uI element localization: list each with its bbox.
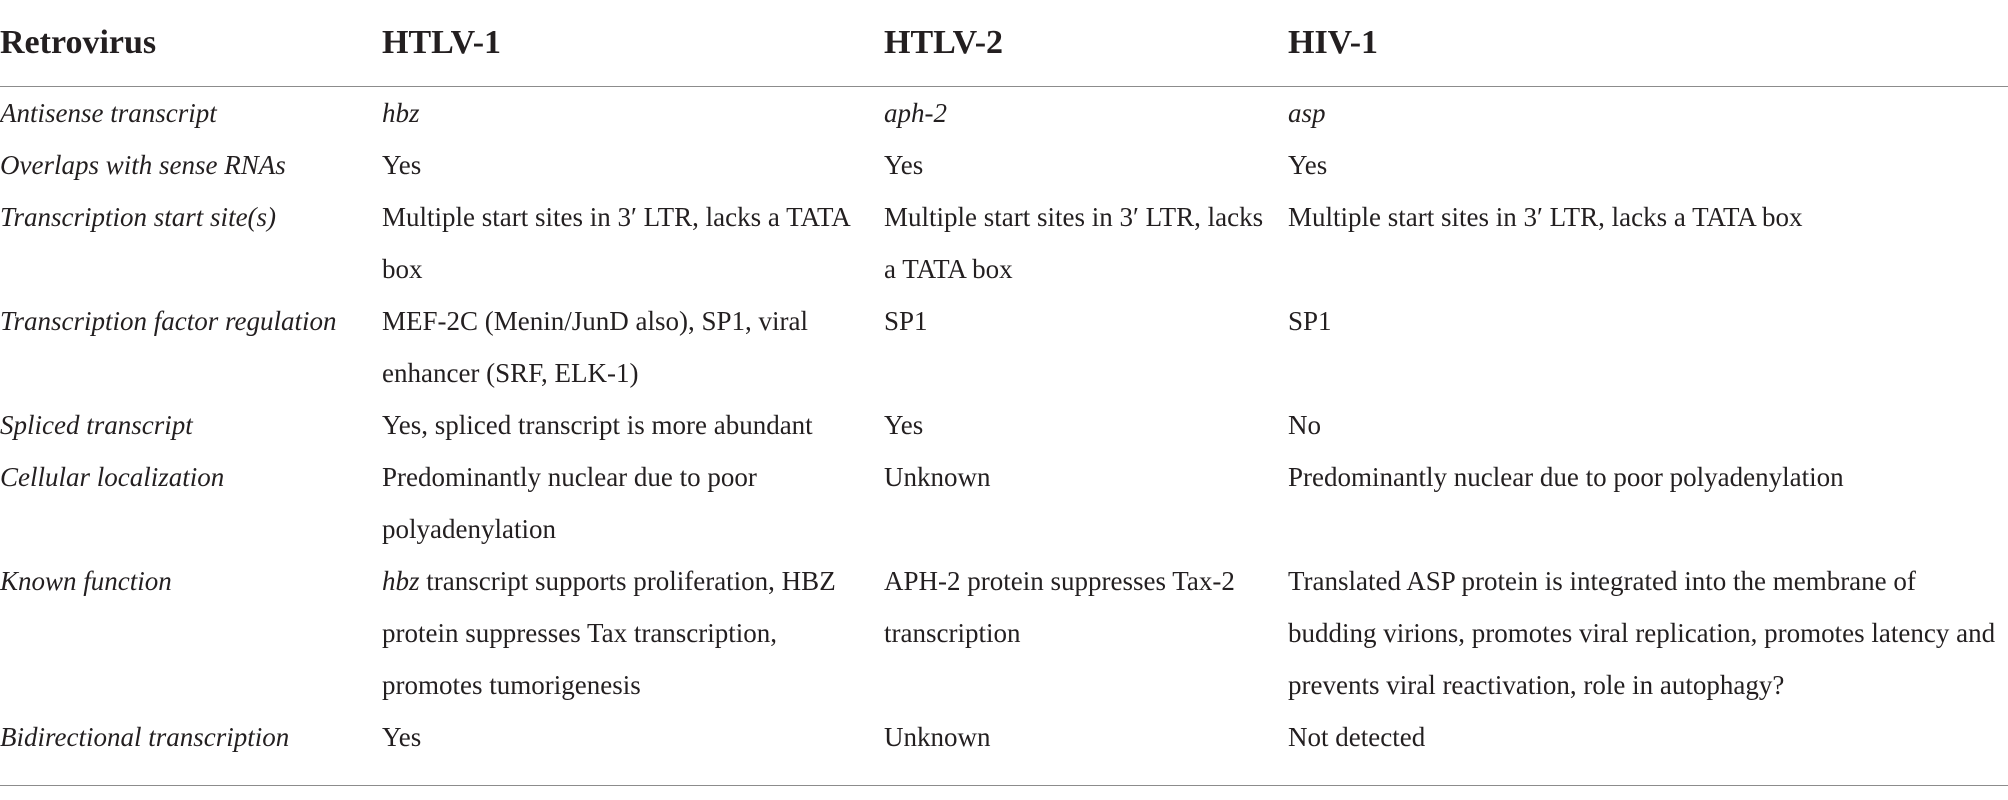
cell-hiv1: Yes [1288,150,1328,180]
table-body [0,87,2008,786]
table-row [0,87,2008,140]
cell-htlv1 [382,451,884,555]
italic-gene-name: hbz [382,566,420,596]
header-htlv2: HTLV-2 [884,0,1288,87]
table-header [0,0,2008,87]
cell-htlv1 [382,555,884,711]
cell-text: Predominantly nuclear due to poor polyadenylation [382,462,757,544]
cell-text-rest: transcript supports proliferation, HBZ protein suppresses Tax transcription, promotes tumorigenesis [382,566,836,700]
cell-hiv1: Multiple start sites in 3′ LTR, lacks a TATA box [1288,202,1803,232]
cell-htlv1: hbz [382,98,420,128]
table-row [0,399,2008,451]
row-label: Known function [0,566,172,596]
header-row [0,0,2008,87]
row-label: Transcription factor regulation [0,306,337,336]
cell-text [382,555,884,711]
cell-htlv1 [382,295,884,399]
cell-htlv2: SP1 [884,306,928,336]
cell-htlv2: Yes [884,410,924,440]
row-label: Overlaps with sense RNAs [0,150,286,180]
cell-hiv1: SP1 [1288,306,1332,336]
cell-htlv1: Yes, spliced transcript is more abundant [382,410,813,440]
cell-text: Multiple start sites in 3′ LTR, lacks a TATA box [884,202,1264,284]
table-row [0,295,2008,399]
row-label: Cellular localization [0,462,225,492]
cell-text: APH-2 protein suppresses Tax-2 transcription [884,566,1235,648]
cell-htlv2: aph-2 [884,98,947,128]
cell-htlv2: Unknown [884,711,1288,786]
cell-htlv2: Unknown [884,462,991,492]
cell-hiv1: Not detected [1288,711,2008,786]
table-row [0,555,2008,711]
cell-htlv2: Yes [884,150,924,180]
table-row [0,191,2008,295]
cell-htlv1 [382,191,884,295]
cell-htlv1: Yes [382,711,884,786]
cell-text: Multiple start sites in 3′ LTR, lacks a TATA box [382,202,850,284]
header-htlv1: HTLV-1 [382,0,884,87]
table-row [0,139,2008,191]
cell-hiv1: Predominantly nuclear due to poor polyadenylation [1288,462,1844,492]
cell-htlv1: Yes [382,150,422,180]
row-label: Transcription start site(s) [0,202,277,232]
table-row [0,711,2008,786]
header-retrovirus: Retrovirus [0,0,382,87]
cell-htlv2 [884,555,1288,711]
table-row [0,451,2008,555]
cell-hiv1: asp [1288,98,1326,128]
header-hiv1: HIV-1 [1288,0,2008,87]
cell-text: MEF-2C (Menin/JunD also), SP1, viral enhancer (SRF, ELK-1) [382,306,809,388]
cell-htlv2 [884,191,1288,295]
row-label: Bidirectional transcription [0,711,382,786]
row-label: Spliced transcript [0,410,193,440]
cell-hiv1: Translated ASP protein is integrated into the membrane of budding virions, promotes viral replication, promotes latency and prevents viral reactivation, role in autophagy? [1288,566,1996,700]
row-label: Antisense transcript [0,98,217,128]
cell-hiv1: No [1288,410,1321,440]
